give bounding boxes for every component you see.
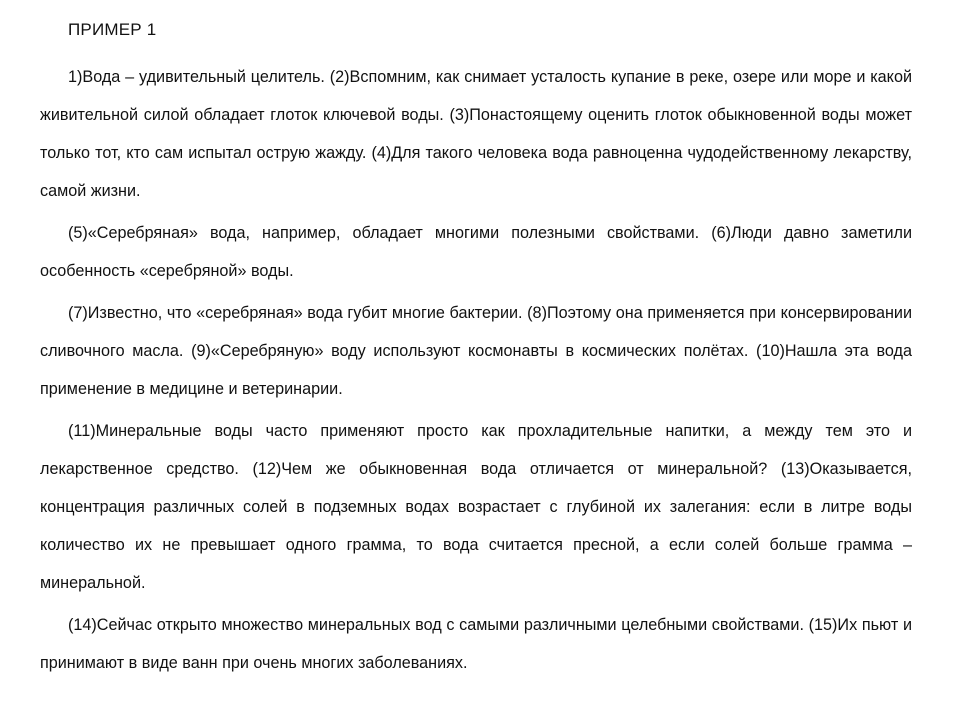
paragraph-4: (11)Минеральные воды часто применяют просто как прохладительные напитки, а между тем это и лекарственное средство. (12)Чем же обыкновенная вода отличается от минеральной? (13)Оказывается, концентрация различных солей в подземных водах возрастает с глубиной их залегания: если в литре воды количество их не превышает одного грамма, то вода считается пресной, а если солей больше грамма – минеральной. [40,422,912,592]
text-body [40,58,912,682]
paragraph-2: (5)«Серебряная» вода, например, обладает многими полезными свойствами. (6)Люди давно заметили особенность «серебряной» воды. [40,224,912,280]
paragraph-3: (7)Известно, что «серебряная» вода губит многие бактерии. (8)Поэтому она применяется при консервировании сливочного масла. (9)«Серебряную» воду используют космонавты в космических полётах. (10)Нашла эта вода применение в медицине и ветеринарии. [40,304,912,398]
paragraph-5: (14)Сейчас открыто множество минеральных вод с самыми различными целебными свойствами. (15)Их пьют и принимают в виде ванн при очень многих заболеваниях. [40,616,912,672]
example-heading: ПРИМЕР 1 [68,20,157,39]
paragraph-1: 1)Вода – удивительный целитель. (2)Вспомним, как снимает усталость купание в реке, озере или море и какой живительной силой обладает глоток ключевой воды. (3)Понастоящему оценить глоток обыкновенной воды может только тот, кто сам испытал острую жажду. (4)Для такого человека вода равноценна чудодейственному лекарству, самой жизни. [40,68,912,200]
